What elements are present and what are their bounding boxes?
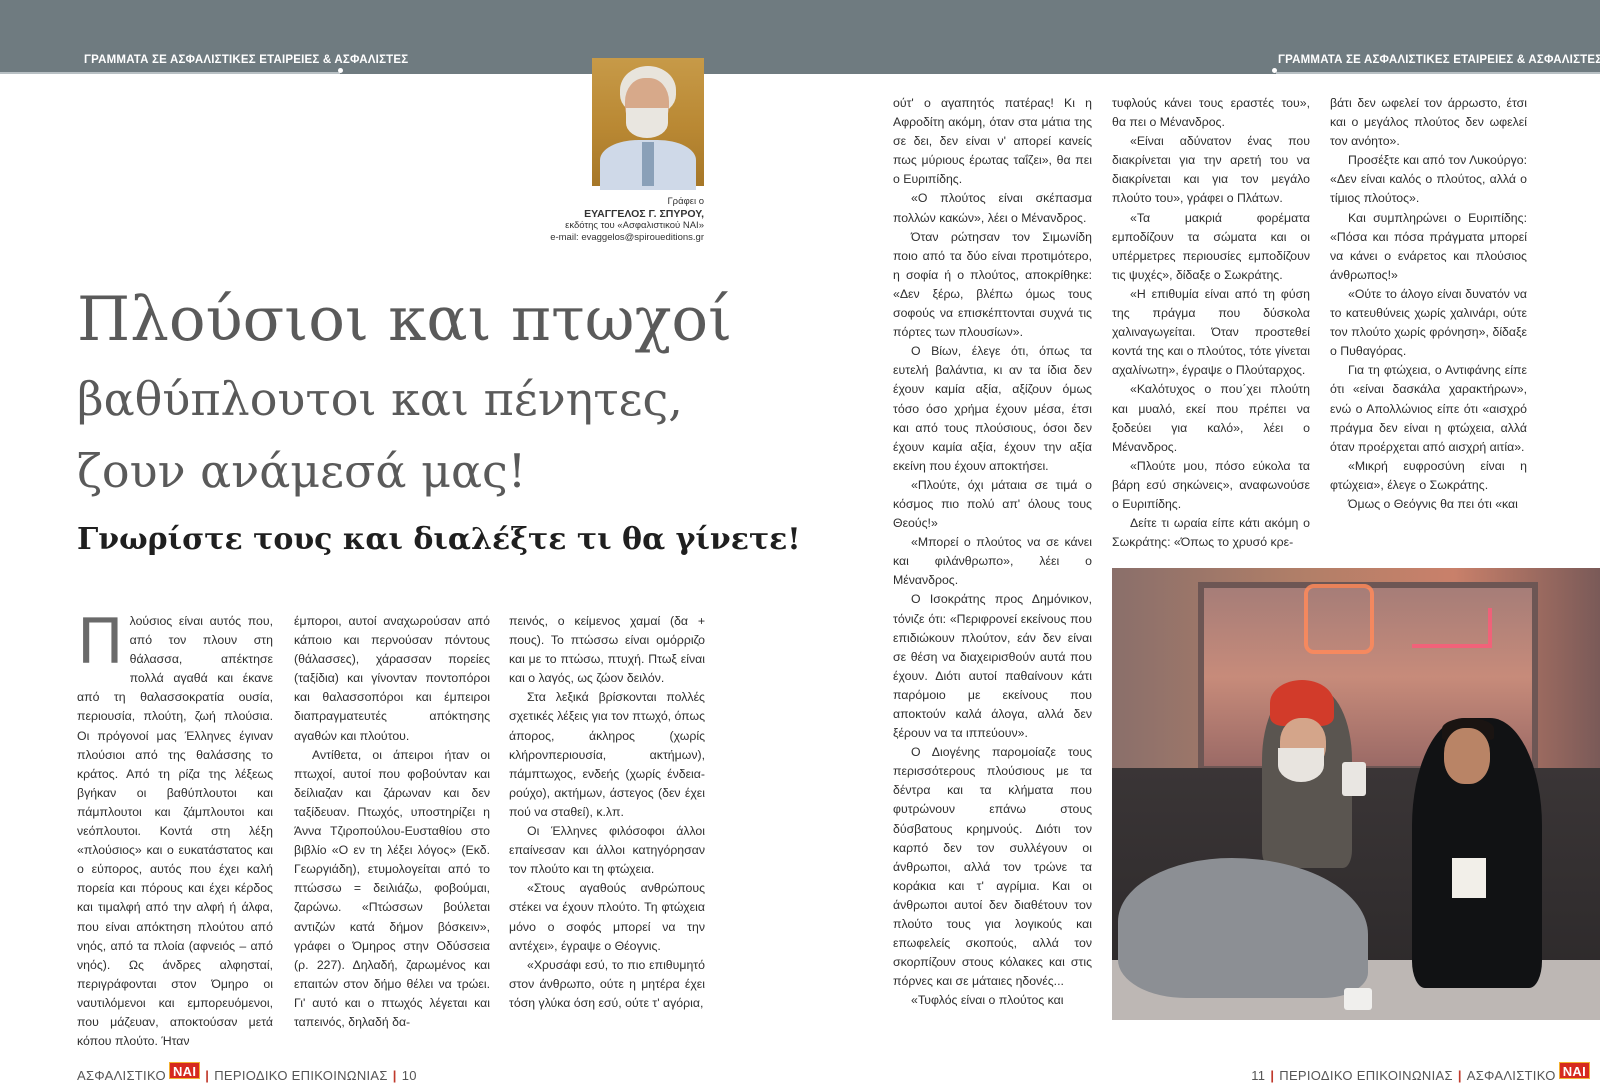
article-column-3: [509, 612, 705, 1020]
header-rule-right: [1276, 72, 1600, 74]
author-role: εκδότης του «Ασφαλιστικού ΝΑΙ»: [565, 220, 704, 231]
paragraph: «Τυφλός είναι ο πλούτος και: [911, 993, 1064, 1008]
article-column-1: [77, 605, 273, 1049]
page-number: 11: [1251, 1068, 1266, 1083]
paragraph: Και συμπληρώνει ο Ευριπίδης: «Πόσα και πόσα πράγματα μπορεί να κάνει ο ενάρετος και πλούσιος άνθρωπος!»: [1330, 210, 1527, 282]
paragraph: Όταν ρώτησαν τον Σιμωνίδη ποιο από τα δύο είναι προτιμότερο, η σοφία ή ο πλούτος, αποκρίθηκε: «Δεν ξέρω, βλέπω όμως τους σοφούς να επισκέπτονται συχνά τις πόρτες των πλουσίων».: [893, 229, 1092, 340]
section-label-right: ΓΡΑΜΜΑΤΑ ΣΕ ΑΣΦΑΛΙΣΤΙΚΕΣ ΕΤΑΙΡΕΙΕΣ & ΑΣΦΑΛΙΣΤΕΣ: [1278, 54, 1602, 66]
footer-separator: |: [392, 1068, 397, 1083]
page-number: 10: [401, 1068, 417, 1083]
paragraph: έμποροι, αυτοί αναχωρούσαν από κάποιο και περνούσαν πόντους (θάλασσες), χάρασσαν πορείες (ταξίδια) και γίνονταν ποντοπόροι και θαλασσοπόροι και έμπειροι διαπραγματευτές απόκτησης αγαθών και πλούτου.: [294, 614, 490, 743]
article-column-4: [893, 94, 1092, 1012]
paragraph: Προσέξτε και από τον Λυκούργο: «Δεν είναι καλός ο πλούτος, αλλά ο τίμιος πλούτος».: [1330, 153, 1527, 206]
paragraph: Για τη φτώχεια, ο Αντιφάνης είπε ότι «είναι δασκάλα χαρακτήρων», ενώ ο Απολλώνιος είπε ότι «αισχρό πράγμα δεν είναι η φτώχεια, αλλά όταν προέρχεται από αισχρή αιτία».: [1330, 363, 1527, 454]
paragraph: Ο Διογένης παρομοίαζε τους περισσότερους πλούσιους με τα δέντρα και τα κλήματα που φυτρώνουν επάνω στους δύσβατους κρημνούς. Διότι τον καρπό δεν τον συλλέγουν οι άνθρωποι, αλλά τον τρώνε τα κοράκια και τ' αγρίμια. Και οι άνθρωποι αυτοί δεν διαθέτουν τον πλούτο τους για λογικούς και επωφελείς σκοπούς, αλλά τον σκορπίζουν στους κόλακες και στις πόρνες και σε μάταιες ηδονές...: [893, 745, 1092, 989]
headline-line-2: βαθύπλουτοι και πένητες,: [77, 372, 683, 426]
paragraph: «Στους αγαθούς ανθρώπους στέκει να έχουν πλούτο. Τη φτώχεια μόνο ο σοφός μπορεί να την αντέχει», έγραψε ο Θέογνις.: [509, 881, 705, 953]
paragraph: λούσιος είναι αυτός που, από τον πλουν στη θάλασσα, απέκτησε πολλά αγαθά και έκανε από τη θαλασσοκρατία ουσία, περιουσία, πλούτη, ζωή πλούσια. Οι πρόγονοί μας Έλληνες έγιναν πλούσιοι από της θαλάσσης το κράτος. Από τη ρίζα της λέξεως βγήκαν οι βαθύπλουτοι και πάμπλουτοι και ζάμπλουτοι και νεόπλουτοι. Κοντά στη λέξη «πλούσιος» και ο ευκατάστατος και ο εύπορος, αυτός που έχει καλή πορεία και πόρους και έχει κέρδος και τιμαλφή από την αλφή ή άλφα, που είναι απόκτηση πλούτου από νηός, από τα πλοία (αφνειός – από νηός). Ως άνδρες αλφησταί, περιγράφονται στον Όμηρο οι ναυτιλόμενοι και εμπορευόμενοι, που μάζευαν, αποκτούσαν μετά κόπου πλούτο. Ήταν: [77, 614, 273, 1049]
drop-cap: Π: [77, 605, 124, 678]
paragraph: «Μπορεί ο πλούτος να σε κάνει και φιλάνθρωπο», λέει ο Μένανδρος.: [893, 535, 1092, 588]
paragraph: Δείτε τι ωραία είπε κάτι ακόμη ο Σωκράτης: «Όπως το χρυσό κρε-: [1112, 516, 1310, 550]
paragraph: «Πλούτε μου, πόσο εύκολα τα βάρη εσύ σηκώνεις», αναφωνούσε ο Ευριπίδης.: [1112, 458, 1310, 511]
footer-brand: ΑΣΦΑΛΙΣΤΙΚΟ: [1466, 1068, 1556, 1083]
footer-separator: |: [1270, 1068, 1275, 1083]
paragraph: βάτι δεν ωφελεί τον άρρωστο, έτσι και ο μεγάλος πλούτος δεν ωφελεί τον ανόητο».: [1330, 96, 1527, 149]
paragraph: ούτ' ο αγαπητός πατέρας! Κι η Αφροδίτη ακόμη, όταν στα μάτια της σε δει, δεν είναι ν' απορεί κανείς πως μύριους έρωτας ταΐζει», θα πει ο Ευριπίδης.: [893, 96, 1092, 187]
paragraph: Ο Βίων, έλεγε ότι, όπως τα ευτελή βαλάντια, κι αν τα ίδια δεν έχουν καμία αξία, αξίζουν όμως τόσο όσο χρήμα έχουν μέσα, έτσι και από τους πλούσιους, όσοι δεν έχουν καμία αξία, έχουν την αξία εκείνη που έχουν αποκτήσει.: [893, 344, 1092, 473]
footer-magazine: ΠΕΡΙΟΔΙΚΟ ΕΠΙΚΟΙΝΩΝΙΑΣ: [1279, 1068, 1453, 1083]
footer-separator: |: [205, 1068, 210, 1083]
paragraph: «Τα μακριά φορέματα εμποδίζουν τα σώματα και οι υπέρμετρες περιουσίες εμποδίζουν τις ψυχές», δίδαξε ο Σωκράτης.: [1112, 210, 1310, 282]
paragraph: πεινός, ο κείμενος χαμαί (δα + πους). Το πτώσσω είναι ομόρριζο και με το πτώσω, πτυχή. Πτωξ είναι και ο λαγός, ως ζώον δειλόν.: [509, 614, 705, 686]
footer-right: [1251, 1066, 1590, 1083]
header-rule-left: [0, 72, 340, 74]
paragraph: «Πλούτε, όχι μάταια σε τιμά ο κόσμος πιο πολύ απ' όλους τους Θεούς!»: [893, 477, 1092, 531]
paragraph: «Μικρή ευφροσύνη είναι η φτώχεια», έλεγε ο Σωκράτης.: [1330, 458, 1527, 492]
article-column-5: [1112, 94, 1310, 550]
byline: [550, 196, 704, 244]
main-photo: [1112, 568, 1600, 1020]
paragraph: «Ούτε το άλογο είναι δυνατόν να το κατευθύνεις χωρίς χαλινάρι, ούτε τον πλούτο χωρίς φρόνηση», δίδαξε ο Πυθαγόρας.: [1330, 286, 1527, 359]
paragraph: «Είναι αδύνατον ένας που διακρίνεται για την αρετή του να διακρίνεται και για τον μεγάλο πλούτο του», γράφει ο Πλάτων.: [1112, 134, 1310, 206]
nai-logo: ΝΑΙ: [169, 1062, 200, 1079]
paragraph: τυφλούς κάνει τους εραστές του», θα πει ο Μένανδρος.: [1112, 96, 1310, 130]
paragraph: Στα λεξικά βρίσκονται πολλές σχετικές λέξεις για τον πτωχό, όπως άπορος, άκληρος (χωρίς κλήρονπεριουσία, ακτήμων), πάμπτωχος, ενδεής (χωρίς ένδεια-ρούχο), ακτήμων, άστεγος (δεν έχει πού να σταθεί), κ.λπ.: [509, 690, 706, 819]
header-dot-left: [338, 68, 343, 73]
paragraph: «Η επιθυμία είναι από τη φύση της πράγμα που δύσκολα χαλιναγωγείται. Όταν προστεθεί κοντά της και ο πλούτος, τότε γίνεται αχαλίνωτη», έγραψε ο Πλούταρχος.: [1112, 286, 1310, 378]
footer-separator: |: [1457, 1068, 1462, 1083]
article-column-2: [294, 612, 490, 1029]
header-dot-right: [1272, 68, 1277, 73]
paragraph: «Καλότυχος ο που΄χει πλούτη και μυαλό, εκεί που πρέπει να ξοδεύει για καλό», λέει ο Μένανδρος.: [1112, 382, 1310, 454]
author-email: e-mail: evaggelos@spiroueditions.gr: [550, 232, 704, 243]
subtitle: Γνωρίστε τους και διαλέξτε τι θα γίνετε!: [77, 522, 801, 557]
headline-line-3: ζουν ανάμεσά μας!: [77, 444, 527, 498]
nai-logo: ΝΑΙ: [1559, 1062, 1590, 1079]
paragraph: «Ο πλούτος είναι σκέπασμα πολλών κακών», λέει ο Μένανδρος.: [893, 191, 1092, 225]
author-photo: [592, 58, 704, 186]
section-label-left: ΓΡΑΜΜΑΤΑ ΣΕ ΑΣΦΑΛΙΣΤΙΚΕΣ ΕΤΑΙΡΕΙΕΣ & ΑΣΦΑΛΙΣΤΕΣ: [84, 54, 409, 66]
footer-magazine: ΠΕΡΙΟΔΙΚΟ ΕΠΙΚΟΙΝΩΝΙΑΣ: [214, 1068, 388, 1083]
headline-line-1: Πλούσιοι και πτωχοί: [77, 284, 733, 355]
paragraph: Αντίθετα, οι άπειροι ήταν οι πτωχοί, αυτοί που φοβούνταν και δείλιαζαν και ζάρωναν και δεν ταξίδευαν. Πτωχός, υποστηρίζει η Άννα Τζιροπούλου-Ευσταθίου στο βιβλίο «Ο εν τη λέξει λόγος» (Εκδ. Γεωργιάδη), ετυμολογείται από το πτώσσω = δειλιάζω, φοβούμαι, ζαρώνω. «Πτώσσων βούλεται αντιζών κατά δήμον βόσκειν», γράφει ο Όμηρος στην Οδύσσεια (ρ. 227). Δηλαδή, ζαρωμένος και επαιτών στον δήμο θέλει να τρώει. Γι' αυτό και ο πτωχός λέγεται και ταπεινός, δηλαδή δα-: [294, 747, 490, 1029]
footer-brand: ΑΣΦΑΛΙΣΤΙΚΟ: [77, 1068, 166, 1083]
article-column-6: [1330, 94, 1527, 544]
footer-left: [77, 1066, 417, 1083]
paragraph: Οι Έλληνες φιλόσοφοι άλλοι επαίνεσαν και άλλοι κατηγόρησαν τον πλούτο και τη φτώχεια.: [509, 824, 705, 877]
paragraph: «Χρυσάφι εσύ, το πιο επιθυμητό στον άνθρωπο, ούτε η μητέρα έχει τόση γλύκα όση εσύ, ούτε τ' αγόρια,: [509, 957, 705, 1010]
byline-writes: Γράφει ο: [667, 196, 704, 207]
paragraph: Όμως ο Θεόγνις θα πει ότι «και: [1348, 496, 1518, 511]
paragraph: Ο Ισοκράτης προς Δημόνικον, τόνιζε ότι: «Περιφρονεί εκείνους που επιδιώκουν πλούτον, εάν δεν είναι σε θέση να διαχειρισθούν αυτά που έχουν. Διότι αυτοί παθαίνουν κάτι παρόμοιο με εκείνους που αποκτούν καλά άλογα, αλλά δεν ξέρουν να τα ιππεύουν».: [893, 592, 1092, 741]
author-name: ΕΥΑΓΓΕΛΟΣ Γ. ΣΠΥΡΟΥ,: [584, 208, 704, 220]
